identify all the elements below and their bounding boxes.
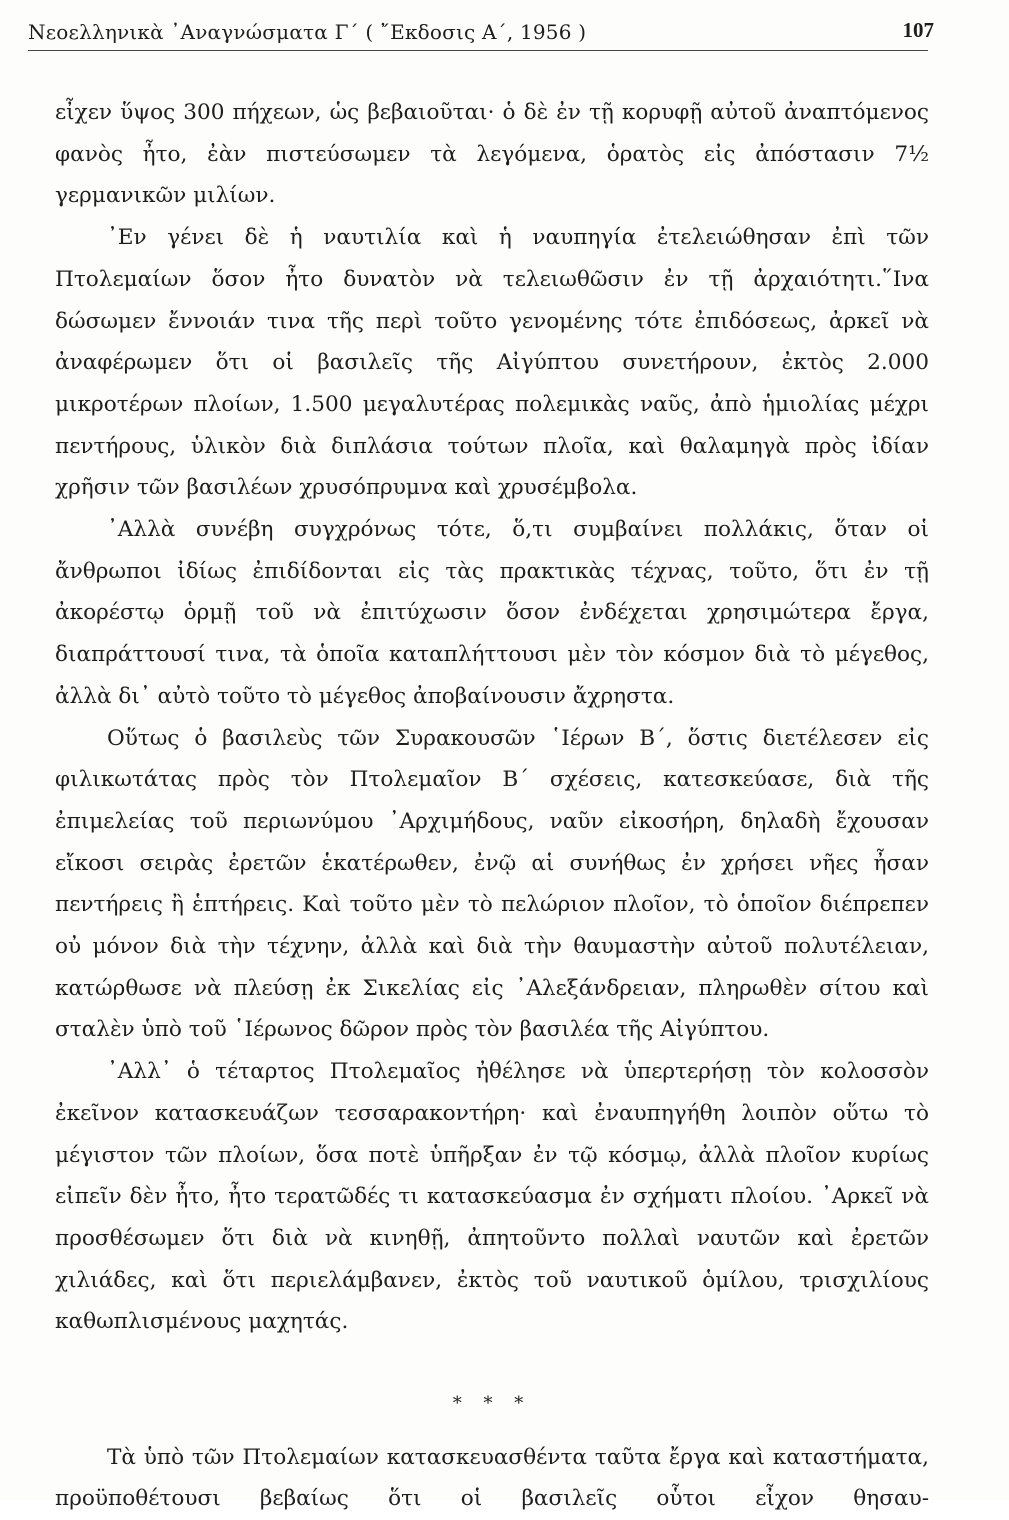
- running-head: Νεοελληνικὰ ᾿Αναγνώσματα Γ΄ ( ῎Εκδοσις Α΄, 1956 ): [28, 20, 587, 44]
- page-body: [55, 92, 929, 1520]
- paragraph-ptolemy-ship: ᾿Αλλ᾿ ὁ τέταρτος Πτολεμαῖος ἠθέλησε νὰ ὑπερτερήσῃ τὸν κολοσσὸν ἐκεῖνον κατασκευάζων τεσσαρακοντήρη· καὶ ἐναυπηγήθη λοιπὸν οὕτω τὸ μέγιστον τῶν πλοίων, ὅσα ποτὲ ὑπῆρξαν ἐν τῷ κόσμῳ, ἀλλὰ πλοῖον κυρίως εἰπεῖν δὲν ἦτο, ἦτο τερατῶδές τι κατασκεύασμα ἐν σχήματι πλοίου. ᾿Αρκεῖ νὰ προσθέσωμεν ὅτι διὰ νὰ κινηθῇ, ἀπητοῦντο πολλαὶ ναυτῶν καὶ ἐρετῶν χιλιάδες, καὶ ὅτι περιελάμβανεν, ἐκτὸς τοῦ ναυτικοῦ ὁμίλου, τρισχιλίους καθωπλισμένους μαχητάς.: [55, 1059, 929, 1335]
- paragraph-hieron-ship: Οὕτως ὁ βασιλεὺς τῶν Συρακουσῶν ῾Ιέρων Β΄, ὅστις διετέλεσεν εἰς φιλικωτάτας πρὸς τὸν Πτολεμαῖον Β΄ σχέσεις, κατεσκεύασε, διὰ τῆς ἐπιμελείας τοῦ περιωνύμου ᾿Αρχιμήδους, ναῦν εἰκοσήρη, δηλαδὴ ἔχουσαν εἴκοσι σειρὰς ἐρετῶν ἑκατέρωθεν, ἐνῷ αἱ συνήθως ἐν χρήσει νῆες ἦσαν πεντήρεις ἢ ἑπτήρεις. Καὶ τοῦτο μὲν τὸ πελώριον πλοῖον, τὸ ὁποῖον διέπρεπεν οὐ μόνον διὰ τὴν τέχνην, ἀλλὰ καὶ διὰ τὴν θαυμαστὴν αὐτοῦ πολυτέλειαν, κατώρθωσε νὰ πλεύσῃ ἐκ Σικελίας εἰς ᾿Αλεξάνδρειαν, πληρωθὲν σίτου καὶ σταλὲν ὑπὸ τοῦ ῾Ιέρωνος δῶρον πρὸς τὸν βασιλέα τῆς Αἰγύπτου.: [55, 725, 929, 1043]
- page-number: 107: [902, 18, 934, 42]
- paragraph-continuation: εἶχεν ὕψος 300 πήχεων, ὡς βεβαιοῦται· ὁ δὲ ἐν τῇ κορυφῇ αὐτοῦ ἀναπτόμενος φανὸς ἦτο, ἐὰν πιστεύσωμεν τὰ λεγόμενα, ὁρατὸς εἰς ἀπόστασιν 7½ γερμανικῶν μιλίων.: [55, 100, 929, 209]
- paragraph-closing: Τὰ ὑπὸ τῶν Πτολεμαίων κατασκευασθέντα ταῦτα ἔργα καὶ καταστήματα, προϋποθέτουσι βεβαίως ὅτι οἱ βασιλεῖς οὗτοι εἶχον θησαυ-: [55, 1444, 929, 1512]
- page-header: [28, 14, 934, 51]
- paragraph-shipbuilding: ᾿Εν γένει δὲ ἡ ναυτιλία καὶ ἡ ναυπηγία ἐτελειώθησαν ἐπὶ τῶν Πτολεμαίων ὅσον ἦτο δυνατὸν νὰ τελειωθῶσιν ἐν τῇ ἀρχαιότητι.῞Ινα δώσωμεν ἔννοιάν τινα τῆς περὶ τοῦτο γενομένης τότε ἐπιδόσεως, ἀρκεῖ νὰ ἀναφέρωμεν ὅτι οἱ βασιλεῖς τῆς Αἰγύπτου συνετήρουν, ἐκτὸς 2.000 μικροτέρων πλοίων, 1.500 μεγαλυτέρας πολεμικὰς ναῦς, ἀπὸ ἡμιολίας μέχρι πεντήρους, ὑλικὸν διὰ διπλάσια τούτων πλοῖα, καὶ θαλαμηγὰ πρὸς ἰδίαν χρῆσιν τῶν βασιλέων χρυσόπρυμνα καὶ χρυσέμβολα.: [55, 225, 929, 501]
- section-divider: * * *: [452, 1393, 532, 1415]
- paragraph-practical-arts: ᾿Αλλὰ συνέβη συγχρόνως τότε, ὅ,τι συμβαίνει πολλάκις, ὅταν οἱ ἄνθρωποι ἰδίως ἐπιδίδονται εἰς τὰς πρακτικὰς τέχνας, τοῦτο, ὅτι ἐν τῇ ἀκορέστῳ ὁρμῇ τοῦ νὰ ἐπιτύχωσιν ὅσον ἐνδέχεται χρησιμώτερα ἔργα, διαπράττουσί τινα, τὰ ὁποῖα καταπλήττουσι μὲν τὸν κόσμον διὰ τὸ μέγεθος, ἀλλὰ δι᾿ αὐτὸ τοῦτο τὸ μέγεθος ἀποβαίνουσιν ἄχρηστα.: [55, 517, 929, 709]
